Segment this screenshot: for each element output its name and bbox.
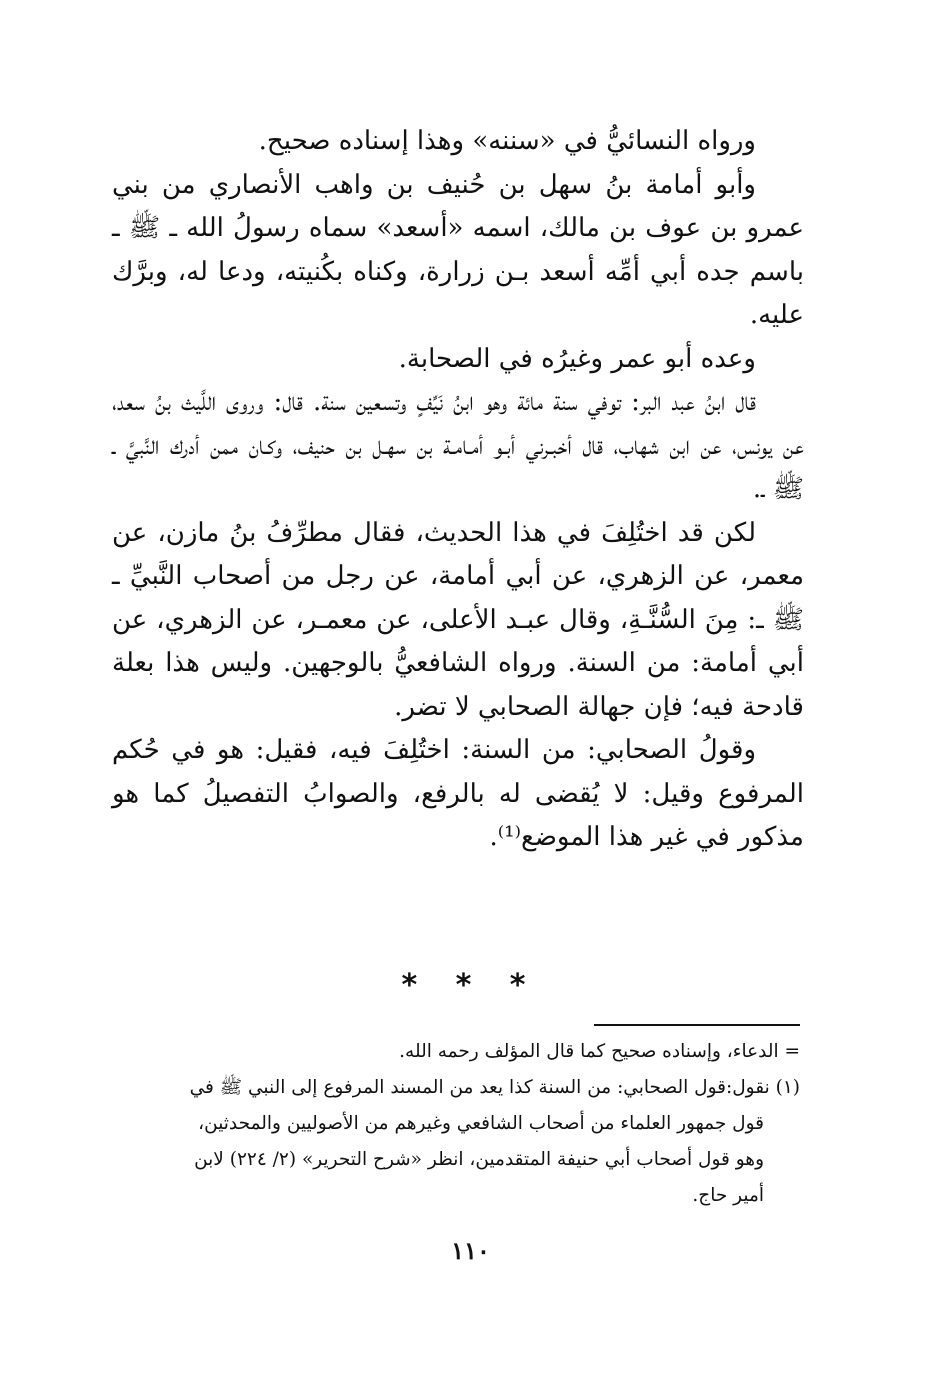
- paragraph-3: وعده أبو عمر وغيرُه في الصحابة.: [398, 343, 756, 374]
- footnote-1-line-1: (١) نقول:قول الصحابي: من السنة كذا يعد من المسند المرفوع إلى النبي ﷺ في: [189, 1077, 800, 1098]
- footnote-1-line-4: أمير حاج.: [692, 1185, 764, 1206]
- footnote-1-line-2: قول جمهور العلماء من أصحاب الشافعي وغيرهم من الأصوليين والمحدثين،: [198, 1113, 764, 1134]
- paragraph-1: ورواه النسائيُّ في «سننه» وهذا إسناده صحيح.: [258, 126, 756, 156]
- paragraph-4: قال ابنُ عبد البر: توفي سنة مائة وهو ابنُ نَيِّفٍ وتسعين سنة. قال: وروى اللَّيث بنُ سعد، عن يونس، عن ابن شهاب، قال أخبـرني أبـو أمـامـة بن سهـل بن حنيف، وكـان ممن أدرك النَّبيَّ ـ ﷺ ـ.: [112, 387, 804, 504]
- footnotes: [120, 1034, 800, 1214]
- footnote-1-line-3: وهو قول أصحاب أبي حنيفة المتقدمين، انظر «شرح التحرير» (٢/ ٢٢٤) لابن: [194, 1149, 764, 1170]
- main-text: [112, 120, 804, 860]
- paragraph-2: وأبو أمامة بنُ سهل بن حُنيف بن واهب الأنصاري من بني عمرو بن عوف بن مالك، اسمه «أسعد» سماه رسولُ الله ـ ﷺ ـ باسم جده أبي أمِّه أسعد بـن زرارة، وكناه بكُنيته، ودعا له، وبرَّك عليه.: [112, 169, 804, 330]
- footnote-continuation: = الدعاء، وإسناده صحيح كما قال المؤلف رحمه الله.: [399, 1041, 800, 1062]
- page-number: ١١٠: [451, 1236, 490, 1265]
- paragraph-6: وقولُ الصحابي: من السنة: اختُلِفَ فيه، فقيل: هو في حُكم المرفوع وقيل: لا يُقضى له بالرفع، والصوابُ التفصيلُ كما هو مذكور في غير هذا الموضع⁽¹⁾.: [112, 735, 804, 852]
- paragraph-5: لكن قد اختُلِفَ في هذا الحديث، فقال مطرِّفُ بنُ مازن، عن معمر، عن الزهري، عن أبي أمامة، عن رجل من أصحاب النَّبيِّ ـ ﷺ ـ: مِنَ السُّنَّـةِ، وقال عبـد الأعلى، عن معمـر، عن الزهري، عن أبي أمامة: من السنة. ورواه الشافعيُّ بالوجهين. وليس هذا بعلة قادحة فيه؛ فإن جهالة الصحابي لا تضر.: [112, 517, 804, 722]
- footnote-divider: [594, 1024, 800, 1026]
- section-separator: * * *: [401, 968, 540, 1003]
